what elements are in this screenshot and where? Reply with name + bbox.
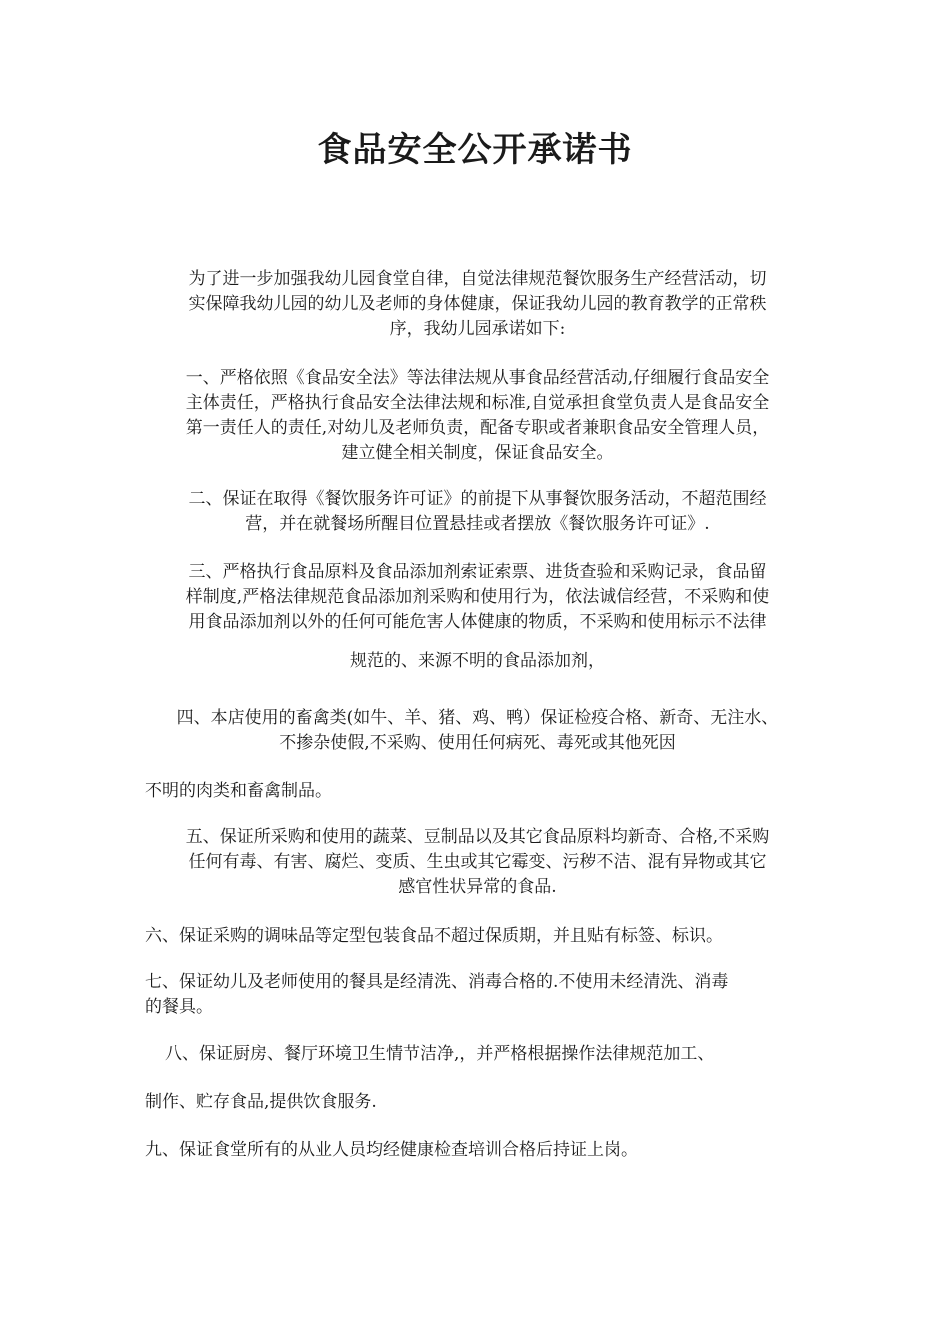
item-line: 四、本店使用的畜禽类(如牛、羊、猪、鸡、鸭）保证检疫合格、新奇、无注水、 — [176, 708, 779, 728]
item-line: 八、保证厨房、餐厅环境卫生情节洁净,，并严格根据操作法律规范加工、 — [165, 1044, 715, 1064]
page-title: 食品安全公开承诺书 — [317, 130, 633, 170]
intro-paragraph — [145, 267, 810, 342]
commitment-item-4 — [145, 706, 810, 756]
commitment-item-2 — [145, 487, 810, 537]
commitment-item-3 — [145, 560, 810, 635]
item-line: 二、保证在取得《餐饮服务许可证》的前提下从事餐饮服务活动，不超范围经 — [188, 489, 767, 509]
item-line: 第一责任人的责任,对幼儿及老师负责，配备专职或者兼职食品安全管理人员， — [185, 418, 770, 438]
item-line: 不明的肉类和畜禽制品。 — [145, 781, 332, 801]
commitment-item-9 — [145, 1138, 810, 1163]
commitment-item-4-tail — [145, 779, 810, 804]
commitment-item-8 — [165, 1042, 830, 1067]
item-line: 的餐具。 — [145, 997, 213, 1017]
intro-line: 实保障我幼儿园的幼儿及老师的身体健康，保证我幼儿园的教育教学的正常秩 — [188, 294, 767, 314]
commitment-item-6 — [145, 924, 810, 949]
item-line: 三、严格执行食品原料及食品添加剂索证索票、进货查验和采购记录，食品留 — [188, 562, 767, 582]
item-line: 不掺杂使假,不采购、使用任何病死、毒死或其他死因 — [279, 733, 676, 753]
commitment-item-7 — [145, 970, 810, 1020]
item-line: 规范的、来源不明的食品添加剂， — [350, 651, 605, 671]
item-line: 建立健全相关制度，保证食品安全。 — [341, 443, 614, 463]
item-line: 感官性状异常的食品. — [398, 877, 557, 897]
item-line: 九、保证食堂所有的从业人员均经健康检查培训合格后持证上岗。 — [145, 1140, 638, 1160]
item-line: 用食品添加剂以外的任何可能危害人体健康的物质，不采购和使用标示不法律 — [188, 612, 767, 632]
intro-line: 序，我幼儿园承诺如下: — [389, 319, 566, 339]
item-line: 样制度,严格法律规范食品添加剂采购和使用行为，依法诚信经营，不采购和使 — [185, 587, 770, 607]
intro-line: 为了进一步加强我幼儿园食堂自律，自觉法律规范餐饮服务生产经营活动，切 — [188, 269, 767, 289]
commitment-item-3-tail — [145, 649, 810, 674]
item-line: 任何有毒、有害、腐烂、变质、生虫或其它霉变、污秽不洁、混有异物或其它 — [188, 852, 767, 872]
item-line: 六、保证采购的调味品等定型包装食品不超过保质期，并且贴有标签、标识。 — [145, 926, 723, 946]
item-line: 七、保证幼儿及老师使用的餐具是经清洗、消毒合格的.不使用未经清洗、消毒 — [145, 972, 729, 992]
commitment-item-1 — [145, 366, 810, 466]
item-line: 主体责任，严格执行食品安全法律法规和标准,自觉承担食堂负责人是食品安全 — [185, 393, 770, 413]
item-line: 制作、贮存食品,提供饮食服务. — [145, 1092, 377, 1112]
commitment-item-5 — [145, 825, 810, 900]
item-line: 五、保证所采购和使用的蔬菜、豆制品以及其它食品原料均新奇、合格,不采购 — [185, 827, 770, 847]
item-line: 营，并在就餐场所醒目位置悬挂或者摆放《餐饮服务许可证》. — [245, 514, 710, 534]
item-line: 一、严格依照《食品安全法》等法律法规从事食品经营活动,仔细履行食品安全 — [185, 368, 770, 388]
commitment-item-8-tail — [145, 1090, 810, 1115]
